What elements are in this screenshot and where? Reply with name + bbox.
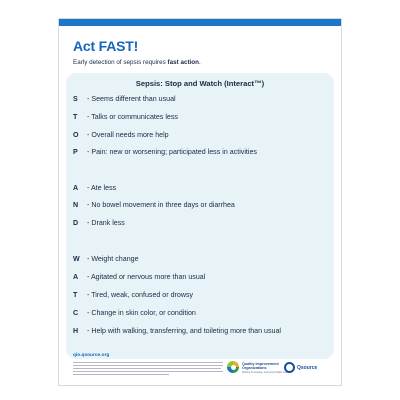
item-letter: H [73, 327, 79, 335]
page-title: Act FAST! [73, 38, 139, 54]
qsource-logo-text: Qsource [297, 364, 318, 371]
subtitle-suffix: . [199, 59, 201, 66]
item-text: - Overall needs more help [87, 131, 169, 139]
fine-print-line [73, 368, 221, 369]
list-item [73, 327, 281, 335]
item-text: - Pain: new or worsening; participated less in activities [87, 148, 257, 156]
item-text: - Agitated or nervous more than usual [87, 273, 206, 281]
item-text: - Change in skin color, or condition [87, 309, 196, 317]
qio-logo-icon [227, 361, 239, 373]
item-letter: O [73, 131, 79, 139]
item-text: - Ate less [87, 184, 117, 192]
item-text: - Drank less [87, 219, 125, 227]
qio-logo-line-1: Quality Improvement [242, 362, 279, 366]
list-item [73, 309, 196, 317]
item-text: - Seems different than usual [87, 95, 176, 103]
list-item [73, 219, 125, 227]
list-item [73, 291, 193, 299]
item-letter: W [73, 255, 80, 263]
qsource-logo-icon [284, 362, 295, 373]
page-subtitle [73, 59, 201, 66]
list-item [73, 184, 116, 192]
fine-print [73, 362, 223, 376]
list-item [73, 201, 235, 209]
fine-print-line [73, 365, 223, 366]
item-letter: T [73, 113, 78, 121]
list-item [73, 131, 169, 139]
fine-print-line [73, 374, 169, 375]
top-accent-bar [59, 19, 341, 26]
item-letter: N [73, 201, 79, 209]
list-item [73, 113, 178, 121]
list-item [73, 95, 176, 103]
item-text: - Weight change [87, 255, 139, 263]
item-letter: C [73, 309, 79, 317]
item-text: - Talks or communicates less [87, 113, 178, 121]
qio-logo-tagline: Sharing Knowledge. Improving Health Care. [242, 371, 289, 374]
item-text: - Help with walking, transferring, and toileting more than usual [87, 327, 281, 335]
item-text: - No bowel movement in three days or diarrhea [87, 201, 235, 209]
list-item [73, 255, 139, 263]
item-letter: S [73, 95, 78, 103]
subtitle-emphasis: fast action [167, 59, 199, 66]
fine-print-line [73, 371, 223, 372]
footer-url-link[interactable]: qio.qsource.org [73, 353, 110, 358]
subtitle-prefix: Early detection of sepsis requires [73, 59, 168, 66]
qio-logo-line-2: Organizations [242, 366, 267, 371]
panel-title: Sepsis: Stop and Watch (Interact™) [135, 79, 265, 88]
item-letter: D [73, 219, 79, 227]
item-text: - Tired, weak, confused or drowsy [87, 291, 194, 299]
item-letter: P [73, 148, 78, 156]
qio-logo-text [242, 362, 279, 371]
flyer-page [58, 18, 342, 386]
stop-and-watch-panel [66, 73, 334, 359]
item-letter: A [73, 273, 79, 281]
list-item [73, 148, 257, 156]
item-letter: A [73, 184, 79, 192]
list-item [73, 273, 205, 281]
item-letter: T [73, 291, 78, 299]
fine-print-line [73, 362, 223, 363]
